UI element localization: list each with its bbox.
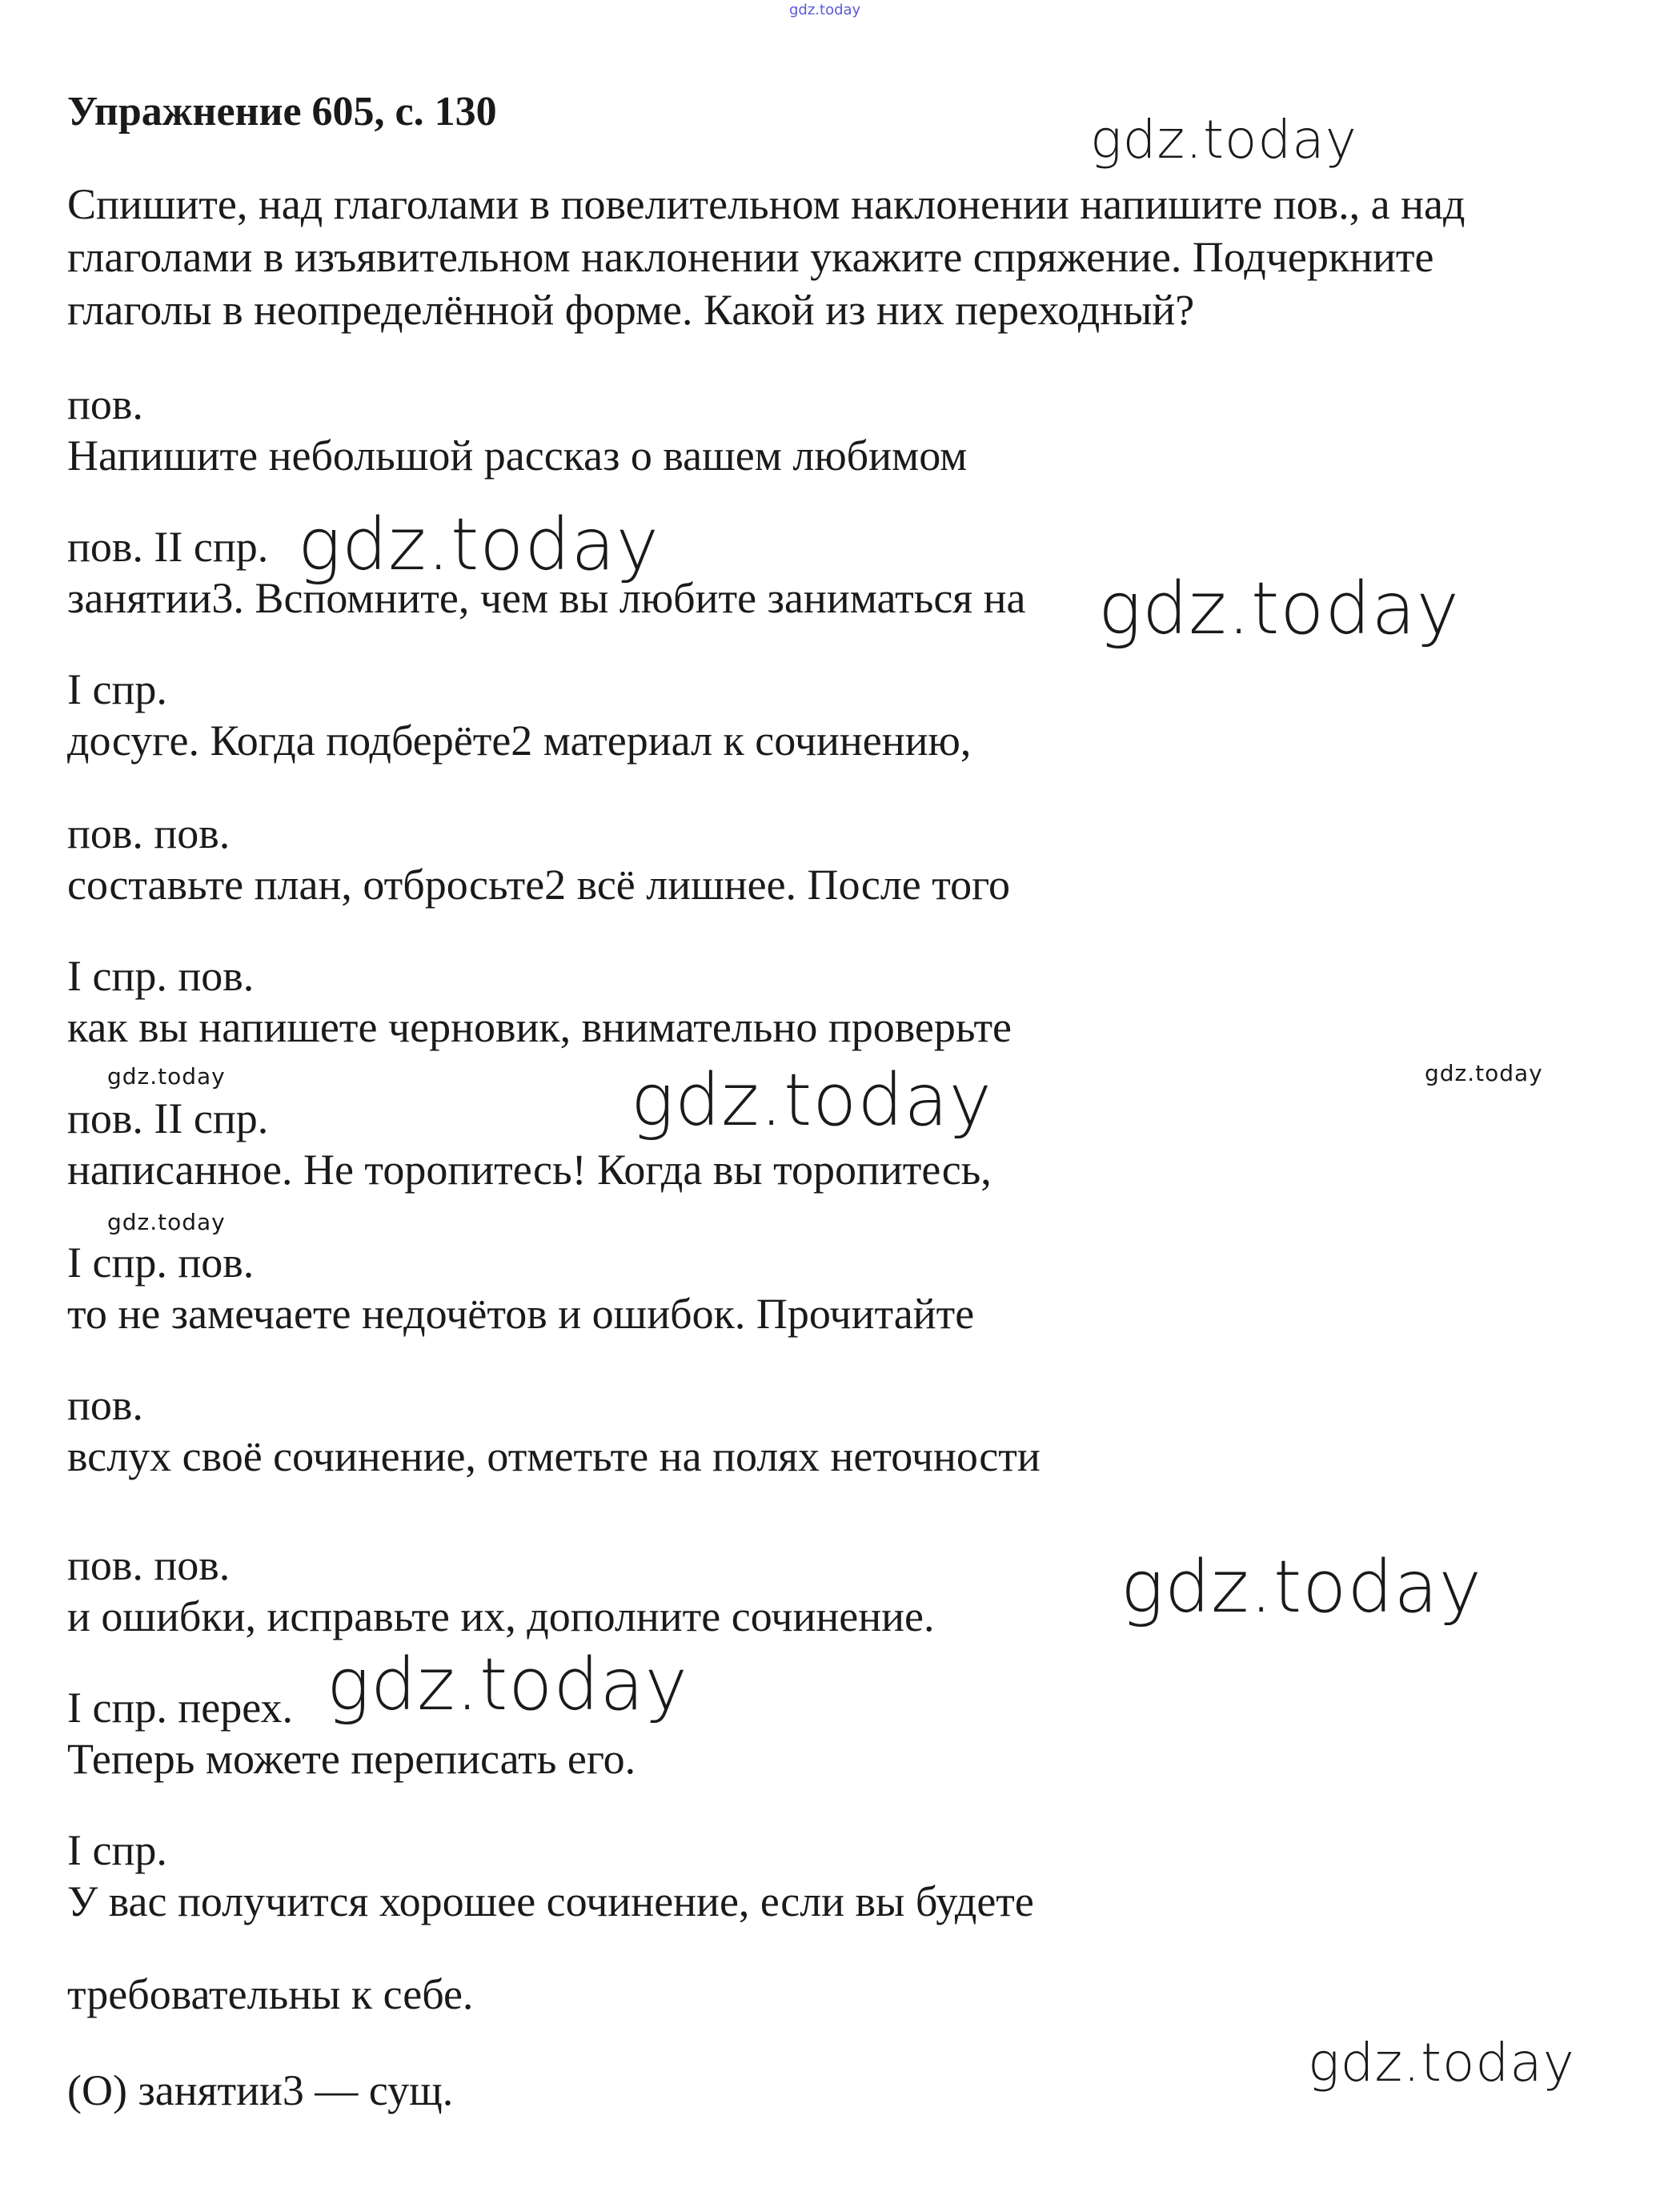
annotation-line: I спр.	[67, 1826, 167, 1874]
task-description	[67, 178, 1604, 336]
task-line: глаголы в неопределённой форме. Какой из них переходный?	[67, 286, 1195, 334]
note-line: (О) занятии3 — сущ.	[67, 2066, 454, 2114]
watermark: gdz.today	[298, 503, 660, 587]
annotation-line: пов. II спр.	[67, 1094, 269, 1142]
watermark-small: gdz.today	[107, 1209, 226, 1235]
text-line: и ошибки, исправьте их, дополните сочинение.	[67, 1592, 935, 1640]
annotation-line: пов.	[67, 380, 143, 428]
watermark: gdz.today	[327, 1643, 688, 1727]
watermark: gdz.today	[1090, 109, 1357, 171]
annotation-line: I спр.	[67, 665, 167, 713]
watermark: gdz.today	[1121, 1545, 1482, 1629]
exercise-title: Упражнение 605, с. 130	[67, 89, 497, 134]
annotation-line: I спр. пов.	[67, 1238, 255, 1287]
text-line: то не замечаете недочётов и ошибок. Прочитайте	[67, 1290, 975, 1338]
text-line: как вы напишете черновик, внимательно проверьте	[67, 1003, 1012, 1051]
task-line: Спишите, над глаголами в повелительном наклонении напишите пов., а над	[67, 180, 1466, 228]
watermark: gdz.today	[1308, 2032, 1575, 2094]
text-line: досуге. Когда подберёте2 материал к сочинению,	[67, 717, 972, 765]
text-line: составьте план, отбросьте2 всё лишнее. После того	[67, 861, 1010, 909]
text-line: вслух своё сочинение, отметьте на полях неточности	[67, 1432, 1041, 1480]
annotation-line: пов. пов.	[67, 809, 231, 857]
annotation-line: пов.	[67, 1381, 143, 1429]
text-line: требовательны к себе.	[67, 1970, 474, 2018]
annotation-line: I спр. пов.	[67, 952, 255, 1000]
text-line: занятии3. Вспомните, чем вы любите заниматься на	[67, 574, 1026, 622]
text-line: Напишите небольшой рассказ о вашем любимом	[67, 432, 968, 480]
watermark-small: gdz.today	[1425, 1060, 1543, 1086]
text-line: написанное. Не торопитесь! Когда вы торопитесь,	[67, 1146, 992, 1194]
watermark: gdz.today	[631, 1058, 992, 1142]
text-line: Теперь можете переписать его.	[67, 1735, 636, 1783]
task-line: глаголами в изъявительном наклонении укажите спряжение. Подчеркните	[67, 233, 1434, 281]
annotation-line: пов. II спр.	[67, 523, 269, 571]
watermark-top: gdz.today	[789, 2, 861, 18]
annotation-line: I спр. перех.	[67, 1684, 293, 1732]
annotation-line: пов. пов.	[67, 1541, 231, 1589]
text-line: У вас получится хорошее сочинение, если вы будете	[67, 1877, 1034, 1925]
watermark-small: gdz.today	[107, 1063, 226, 1090]
watermark: gdz.today	[1098, 567, 1460, 651]
